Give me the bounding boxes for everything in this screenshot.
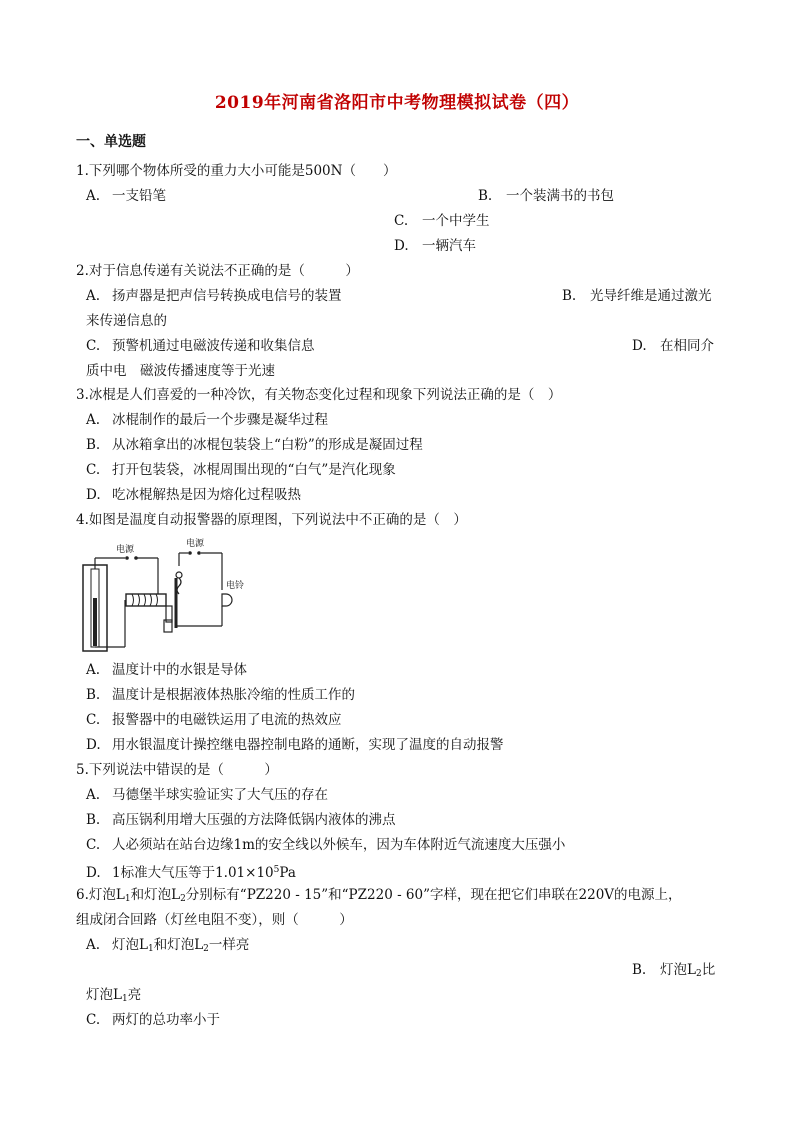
q1-option-c[interactable]: C. 一个中学生 — [394, 213, 490, 229]
q2-option-b-continued: 来传递信息的 — [86, 313, 167, 329]
section-heading: 一、单选题 — [76, 134, 146, 150]
q6-option-b-continued: 灯泡$L_1$亮 — [86, 987, 142, 1004]
question-6-stem-line2: 组成闭合回路（灯丝电阻不变），则（ ） — [76, 912, 353, 928]
q2-option-d[interactable]: D. 在相同介 — [632, 338, 714, 354]
q5-option-d[interactable]: D. 1标准大气压等于$1.01\times 10^5Pa$ — [86, 865, 296, 881]
question-3-stem: 3.冰棍是人们喜爱的一种冷饮，有关物态变化过程和现象下列说法正确的是（ ） — [76, 387, 562, 403]
page-title: 2019年河南省洛阳市中考物理模拟试卷（四） — [214, 93, 580, 113]
q2-option-c[interactable]: C. 预警机通过电磁波传递和收集信息 — [86, 338, 315, 354]
q5-option-b[interactable]: B. 高压锅利用增大压强的方法降低锅内液体的沸点 — [86, 812, 396, 828]
q4-option-b[interactable]: B. 温度计是根据液体热胀冷缩的性质工作的 — [86, 687, 355, 703]
q4-option-d[interactable]: D. 用水银温度计操控继电器控制电路的通断，实现了温度的自动报警 — [86, 737, 504, 753]
power-label-1: 电源 — [116, 545, 135, 555]
q6-option-b[interactable]: B. 灯泡$L_2$比 — [632, 962, 716, 979]
q2-option-a[interactable]: A. 扬声器是把声信号转换成电信号的装置 — [86, 288, 342, 304]
spring — [177, 578, 181, 594]
q5-option-a[interactable]: A. 马德堡半球实验证实了大气压的存在 — [86, 787, 328, 803]
q1-option-d[interactable]: D. 一辆汽车 — [394, 238, 476, 254]
q2-option-d-continued: 质中电 磁波传播速度等于光速 — [86, 363, 275, 379]
question-5-stem: 5.下列说法中错误的是（ ） — [76, 762, 278, 778]
question-6-stem: 6.灯泡$L_1$和灯泡$L_2$分别标有“PZ220 - 15”和“PZ220 - 60”字样，现在把它们串联在220V的电源上， — [76, 887, 682, 904]
q1-option-b[interactable]: B. 一个装满书的书包 — [478, 188, 614, 204]
q3-option-b[interactable]: B. 从冰箱拿出的冰棍包装袋上“白粉”的形成是凝固过程 — [86, 437, 423, 453]
q6-option-c[interactable]: C. 两灯的总功率小于 — [86, 1012, 220, 1028]
power-label-2: 电源 — [186, 539, 205, 549]
q4-option-c[interactable]: C. 报警器中的电磁铁运用了电流的热效应 — [86, 712, 342, 728]
question-1-stem: 1.下列哪个物体所受的重力大小可能是500N（ ） — [76, 163, 397, 179]
question-2-stem: 2.对于信息传递有关说法不正确的是（ ） — [76, 263, 359, 279]
q4-option-a[interactable]: A. 温度计中的水银是导体 — [86, 662, 247, 678]
bell-label: 电铃 — [226, 581, 245, 591]
q3-option-d[interactable]: D. 吃冰棍解热是因为熔化过程吸热 — [86, 487, 301, 503]
q2-option-b[interactable]: B. 光导纤维是通过激光 — [562, 288, 712, 304]
q3-option-c[interactable]: C. 打开包装袋，冰棍周围出现的“白气”是汽化现象 — [86, 462, 396, 478]
mercury-column — [93, 598, 97, 646]
q5-option-c[interactable]: C. 人必须站在站台边缘1m的安全线以外候车，因为车体附近气流速度大压强小 — [86, 837, 566, 853]
q6-option-a[interactable]: A. 灯泡$L_1$和灯泡$L_2$一样亮 — [86, 937, 250, 954]
q1-option-a[interactable]: A. 一支铅笔 — [86, 188, 166, 204]
electric-bell — [222, 594, 232, 606]
question-4-stem: 4.如图是温度自动报警器的原理图，下列说法中不正确的是（ ） — [76, 512, 467, 528]
q3-option-a[interactable]: A. 冰棍制作的最后一个步骤是凝华过程 — [86, 412, 328, 428]
temperature-alarm-circuit-diagram — [80, 538, 280, 653]
